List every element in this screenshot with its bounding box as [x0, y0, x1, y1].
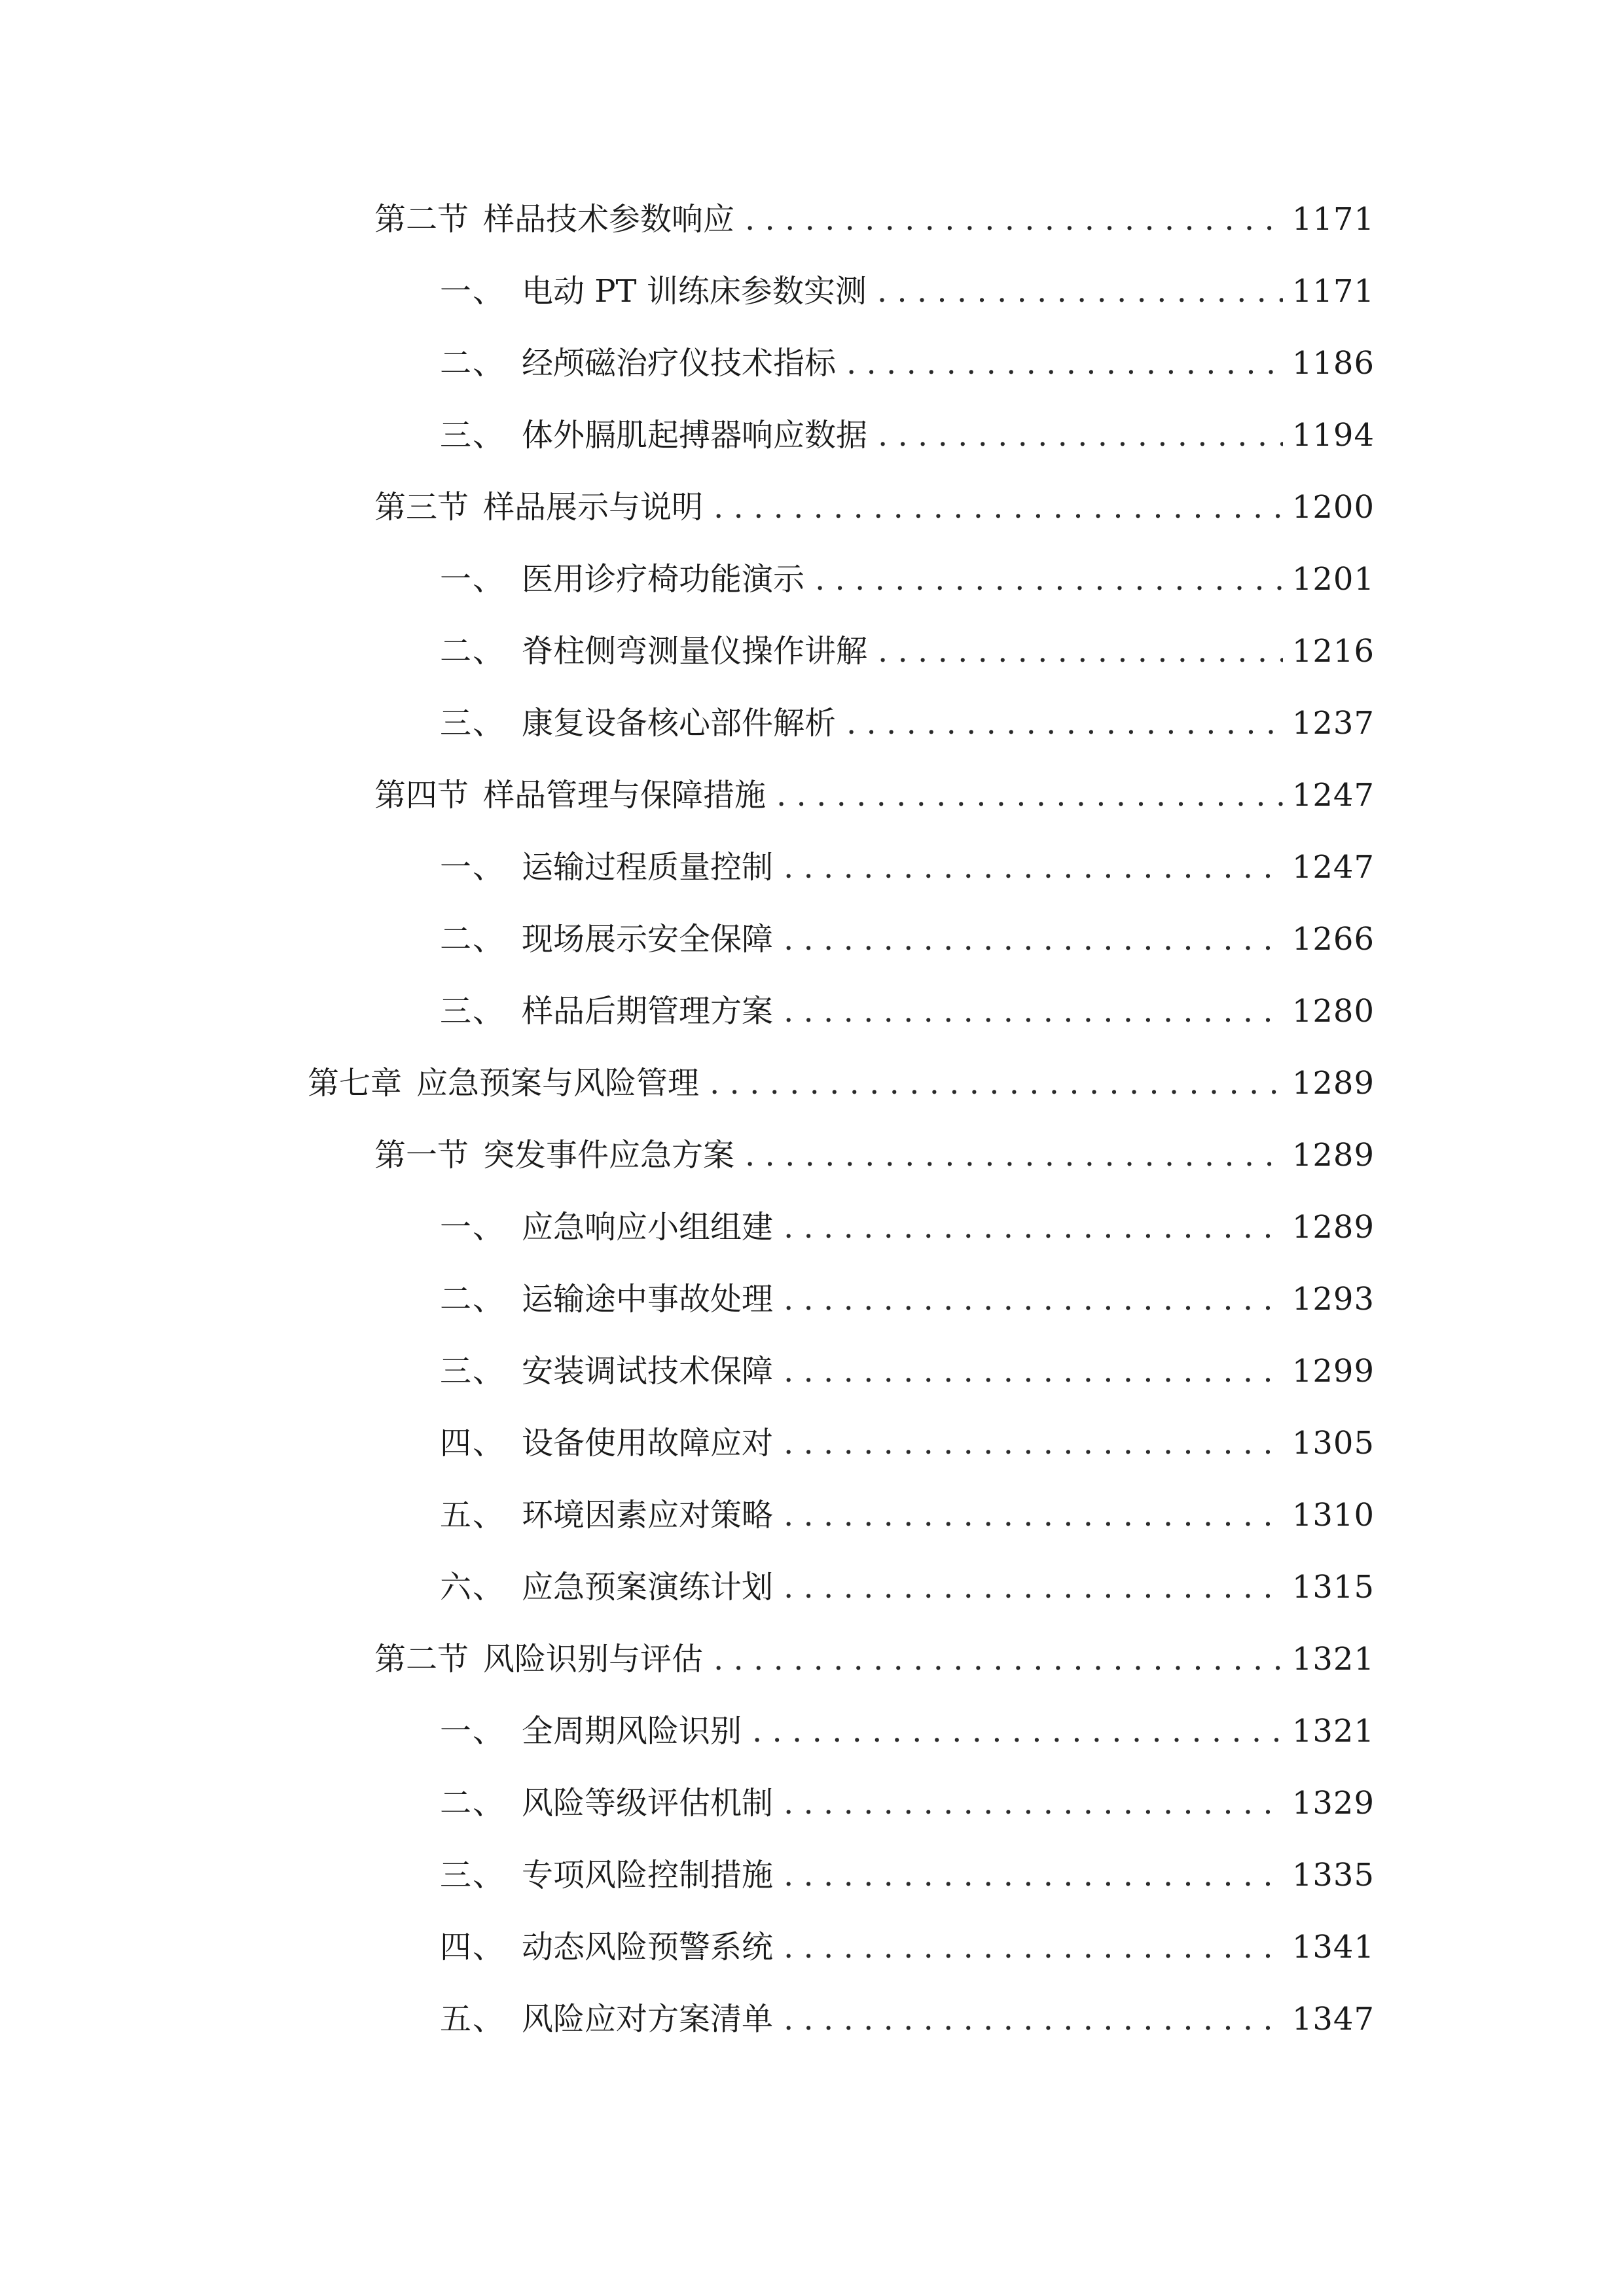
toc-entry-title: 安装调试技术保障 — [522, 1353, 774, 1390]
toc-entry-number: 二、 — [440, 921, 506, 958]
toc-entry-title: 运输过程质量控制 — [522, 849, 774, 886]
toc-entry-page: 1335 — [1291, 1857, 1375, 1893]
toc-entry-page: 1347 — [1291, 2001, 1375, 2037]
toc-entry-title: 经颅磁治疗仪技术指标 — [522, 345, 837, 382]
toc-entry-page: 1186 — [1291, 345, 1375, 382]
toc-entry-page: 1201 — [1291, 561, 1375, 598]
toc-entry-title: 全周期风险识别 — [522, 1713, 742, 1749]
dot-leader — [713, 1640, 1283, 1679]
toc-entry-page: 1305 — [1291, 1425, 1375, 1462]
toc-entry[interactable] — [0, 694, 1375, 753]
toc-entry-number: 三、 — [440, 993, 506, 1030]
toc-entry-page: 1289 — [1291, 1209, 1375, 1246]
toc-entry-title: 环境因素应对策略 — [522, 1497, 774, 1534]
toc-entry-title: 专项风险控制措施 — [522, 1857, 774, 1893]
toc-entry-page: 1266 — [1291, 921, 1375, 958]
toc-entry-title: 医用诊疗椅功能演示 — [522, 561, 805, 598]
toc-entry-title: 样品展示与说明 — [483, 489, 704, 526]
toc-entry-number: 三、 — [440, 705, 506, 742]
toc-entry-number: 一、 — [440, 561, 506, 598]
dot-leader — [784, 992, 1283, 1031]
toc-entry-page: 1237 — [1291, 705, 1375, 742]
toc-entry-page: 1321 — [1291, 1713, 1375, 1749]
toc-entry-page: 1341 — [1291, 1929, 1375, 1965]
toc-entry[interactable] — [0, 766, 1375, 825]
toc-entry[interactable] — [0, 1990, 1375, 2049]
dot-leader — [784, 920, 1283, 959]
dot-leader — [784, 848, 1283, 887]
toc-entry[interactable] — [0, 1270, 1375, 1329]
toc-entry[interactable] — [0, 1054, 1375, 1113]
toc-entry-page: 1299 — [1291, 1353, 1375, 1390]
toc-entry[interactable] — [0, 1342, 1375, 1401]
toc-entry[interactable] — [0, 1918, 1375, 1977]
toc-entry-number: 一、 — [440, 273, 506, 310]
toc-entry-number: 五、 — [440, 2001, 506, 2037]
toc-entry[interactable] — [0, 1198, 1375, 1257]
toc-entry-number: 六、 — [440, 1569, 506, 1605]
toc-entry-title: 样品技术参数响应 — [483, 201, 735, 238]
dot-leader — [784, 1208, 1283, 1247]
toc-entry-number: 第三节 — [374, 489, 469, 526]
toc-entry-number: 五、 — [440, 1497, 506, 1534]
dot-leader — [784, 2000, 1283, 2039]
toc-entry[interactable] — [0, 1846, 1375, 1905]
toc-entry-title: 动态风险预警系统 — [522, 1929, 774, 1965]
dot-leader — [878, 632, 1283, 671]
toc-entry-number: 第七章 — [308, 1065, 403, 1102]
dot-leader — [784, 1496, 1283, 1535]
toc-entry-number: 三、 — [440, 1353, 506, 1390]
toc-entry-page: 1171 — [1291, 201, 1375, 238]
dot-leader — [784, 1424, 1283, 1463]
toc-entry-title: 样品管理与保障措施 — [483, 777, 767, 814]
toc-entry-page: 1293 — [1291, 1281, 1375, 1318]
toc-entry-title: 现场展示安全保障 — [522, 921, 774, 958]
toc-entry-page: 1171 — [1291, 273, 1375, 310]
toc-entry-page: 1280 — [1291, 993, 1375, 1030]
toc-entry-page: 1310 — [1291, 1497, 1375, 1534]
toc-entry-page: 1247 — [1291, 849, 1375, 886]
toc-entry[interactable] — [0, 622, 1375, 681]
dot-leader — [815, 560, 1283, 599]
toc-entry[interactable] — [0, 910, 1375, 969]
toc-entry-title: 样品后期管理方案 — [522, 993, 774, 1030]
toc-entry-number: 第四节 — [374, 777, 469, 814]
toc-entry-page: 1315 — [1291, 1569, 1375, 1605]
toc-entry-page: 1321 — [1291, 1641, 1375, 1677]
toc-entry-number: 二、 — [440, 1785, 506, 1821]
dot-leader — [784, 1856, 1283, 1895]
dot-leader — [784, 1928, 1283, 1967]
toc-entry-number: 第二节 — [374, 201, 469, 238]
toc-entry-number: 三、 — [440, 1857, 506, 1893]
toc-entry-number: 一、 — [440, 1713, 506, 1749]
dot-leader — [784, 1568, 1283, 1607]
dot-leader — [784, 1784, 1283, 1823]
toc-entry-title: 运输途中事故处理 — [522, 1281, 774, 1318]
dot-leader — [752, 1712, 1283, 1751]
toc-entry[interactable] — [0, 1774, 1375, 1833]
toc-entry-title: 脊柱侧弯测量仪操作讲解 — [522, 633, 868, 670]
toc-entry-number: 三、 — [440, 417, 506, 454]
toc-entry-number: 二、 — [440, 633, 506, 670]
toc-entry-title: 风险等级评估机制 — [522, 1785, 774, 1821]
dot-leader — [776, 776, 1283, 815]
toc-entry-number: 第二节 — [374, 1641, 469, 1677]
toc-entry-page: 1194 — [1291, 417, 1375, 454]
toc-entry[interactable] — [0, 838, 1375, 897]
toc-entry-page: 1216 — [1291, 633, 1375, 670]
toc-entry[interactable] — [0, 1126, 1375, 1185]
toc-entry-number: 四、 — [440, 1425, 506, 1462]
toc-entry-title: 应急预案演练计划 — [522, 1569, 774, 1605]
dot-leader — [710, 1064, 1283, 1103]
toc-entry[interactable] — [0, 478, 1375, 537]
dot-leader — [784, 1352, 1283, 1391]
dot-leader — [877, 272, 1283, 311]
toc-entry-number: 二、 — [440, 1281, 506, 1318]
toc-entry[interactable] — [0, 1558, 1375, 1617]
toc-entry-number: 一、 — [440, 849, 506, 886]
toc-entry[interactable] — [0, 982, 1375, 1041]
toc-entry-title: 风险识别与评估 — [483, 1641, 704, 1677]
toc-entry[interactable] — [0, 334, 1375, 393]
toc-entry[interactable] — [0, 1486, 1375, 1545]
toc-entry[interactable] — [0, 406, 1375, 465]
toc-entry[interactable] — [0, 1702, 1375, 1761]
toc-entry-title: 电动 PT 训练床参数实测 — [522, 273, 867, 310]
toc-entry-number: 二、 — [440, 345, 506, 382]
dot-leader — [745, 200, 1283, 239]
toc-entry-title: 应急响应小组组建 — [522, 1209, 774, 1246]
toc-entry[interactable] — [0, 190, 1375, 249]
toc-entry-number: 一、 — [440, 1209, 506, 1246]
toc-entry-number: 第一节 — [374, 1137, 469, 1174]
toc-entry-page: 1247 — [1291, 777, 1375, 814]
dot-leader — [745, 1136, 1283, 1175]
toc-entry-title: 康复设备核心部件解析 — [522, 705, 837, 742]
dot-leader — [846, 344, 1283, 383]
toc-entry-title: 体外膈肌起搏器响应数据 — [522, 417, 868, 454]
toc-entry-page: 1329 — [1291, 1785, 1375, 1821]
toc-entry-title: 突发事件应急方案 — [483, 1137, 735, 1174]
dot-leader — [878, 416, 1283, 455]
toc-entry-page: 1289 — [1291, 1065, 1375, 1102]
toc-entry[interactable] — [0, 550, 1375, 609]
toc-entry[interactable] — [0, 1414, 1375, 1473]
toc-entry-title: 设备使用故障应对 — [522, 1425, 774, 1462]
toc-entry-number: 四、 — [440, 1929, 506, 1965]
toc-entry-page: 1200 — [1291, 489, 1375, 526]
toc-entry-title: 应急预案与风险管理 — [416, 1065, 700, 1102]
dot-leader — [784, 1280, 1283, 1319]
toc-entry[interactable] — [0, 262, 1375, 321]
toc-entry[interactable] — [0, 1630, 1375, 1689]
dot-leader — [846, 704, 1283, 743]
toc-entry-title: 风险应对方案清单 — [522, 2001, 774, 2037]
dot-leader — [713, 488, 1283, 527]
toc-entry-page: 1289 — [1291, 1137, 1375, 1174]
